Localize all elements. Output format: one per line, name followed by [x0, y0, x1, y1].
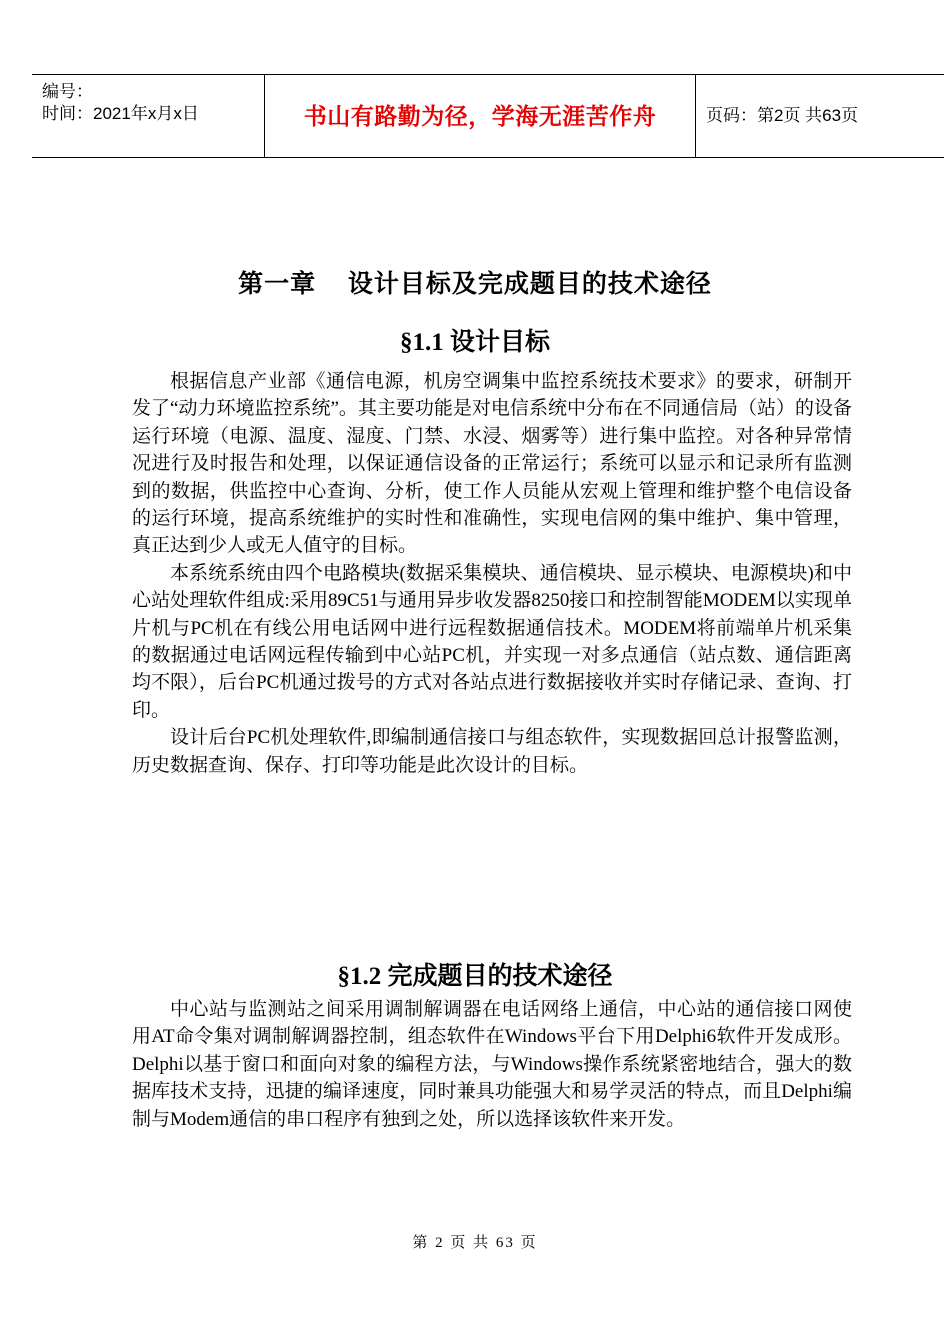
paragraph: 中心站与监测站之间采用调制解调器在电话网络上通信，中心站的通信接口网使用AT命令集对调制解调器控制，组态软件在Windows平台下用Delphi6软件开发成形。Delphi以基于窗口和面向对象的编程方法，与Windows操作系统紧密地结合，强大的数据库技术支持，迅捷的编译速度，同时兼具功能强大和易学灵活的特点，而且Delphi编制与Modem通信的串口程序有独到之处，所以选择该软件来开发。: [132, 999, 852, 1130]
chapter-title: 第一章 设计目标及完成题目的技术途径: [238, 270, 712, 298]
header-page-cell: [696, 75, 944, 157]
section-body-1-2: [132, 996, 852, 1133]
header-motto-cell: [265, 75, 696, 157]
header-page-info: 页码：第2页 共63页: [706, 106, 859, 125]
page-header: [32, 74, 944, 158]
serial-number-label: 编号：: [42, 82, 93, 101]
section-title-1-2: §1.2 完成题目的技术途径: [337, 963, 613, 990]
paragraph: 根据信息产业部《通信电源，机房空调集中监控系统技术要求》的要求，研制开发了“动力环境监控系统”。其主要功能是对电信系统中分布在不同通信局（站）的设备运行环境（电源、温度、湿度、门禁、水浸、烟雾等）进行集中监控。对各种异常情况进行及时报告和处理，以保证通信设备的正常运行；系统可以显示和记录所有监测到的数据，供监控中心查询、分析，使工作人员能从宏观上管理和维护整个电信设备的运行环境，提高系统维护的实时性和准确性，实现电信网的集中维护、集中管理，真正达到少人或无人值守的目标。: [132, 371, 852, 557]
section-title-1-1: §1.1 设计目标: [399, 329, 550, 356]
header-meta-cell: [32, 75, 265, 157]
date-label: 时间：2021年x月x日: [42, 104, 199, 123]
page-footer: 第 2 页 共 63 页: [412, 1235, 538, 1251]
section-body-1-1: [132, 368, 852, 779]
paragraph: 本系统系统由四个电路模块(数据采集模块、通信模块、显示模块、电源模块)和中心站处理软件组成:采用89C51与通用异步收发器8250接口和控制智能MODEM以实现单片机与PC机在有线公用电话网中进行远程数据通信技术。MODEM将前端单片机采集的数据通过电话网远程传输到中心站PC机，并实现一对多点通信（站点数、通信距离均不限），后台PC机通过拨号的方式对各站点进行数据接收并实时存储记录、查询、打印。: [132, 562, 852, 721]
motto-text: 书山有路勤为径，学海无涯苦作舟: [303, 103, 657, 129]
paragraph: 设计后台PC机处理软件,即编制通信接口与组态软件，实现数据回总计报警监测，历史数据查询、保存、打印等功能是此次设计的目标。: [132, 727, 852, 776]
